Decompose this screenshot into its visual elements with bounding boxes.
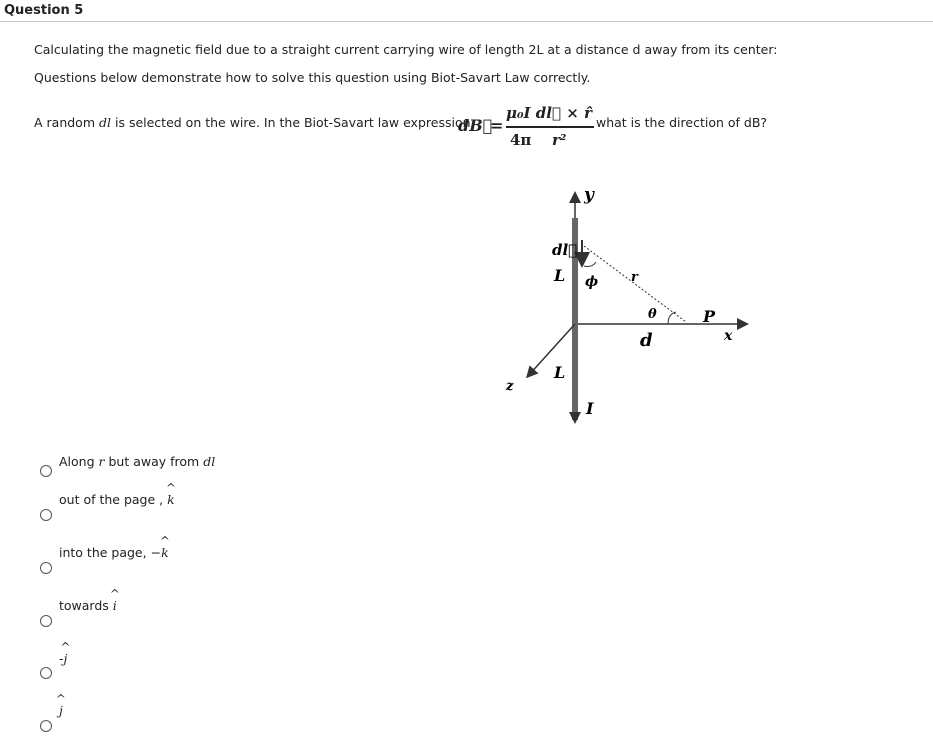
biot-savart-formula bbox=[456, 104, 596, 154]
option-2-text: out of the page , bbox=[59, 492, 164, 507]
radio-option-6[interactable] bbox=[40, 720, 52, 732]
option-1-text: Along bbox=[59, 454, 95, 469]
formula-denominator-right: r² bbox=[552, 131, 567, 149]
option-5-j-hat: ^ j bbox=[60, 640, 71, 666]
phi-arc bbox=[584, 262, 596, 267]
option-2-k-hat: ^ k bbox=[165, 481, 176, 507]
option-3-k-hat: ^ k bbox=[159, 534, 170, 560]
question-title: Question 5 bbox=[4, 3, 84, 18]
radio-option-3[interactable] bbox=[40, 562, 52, 574]
L-top-label: L bbox=[554, 266, 566, 285]
formula-denominator-left: 4π bbox=[510, 131, 532, 149]
prompt-after: what is the direction of dB? bbox=[596, 115, 768, 130]
prompt-dl: dl bbox=[99, 115, 111, 130]
option-2-label bbox=[59, 481, 176, 507]
r-label: r bbox=[631, 270, 638, 285]
option-4-label bbox=[59, 587, 120, 613]
question-prompt bbox=[34, 115, 471, 130]
z-label: z bbox=[506, 379, 514, 394]
option-along-r[interactable] bbox=[40, 452, 440, 492]
current-arrow bbox=[569, 412, 581, 424]
option-5-label bbox=[59, 640, 71, 666]
question-intro: Calculating the magnetic field due to a straight current carrying wire of length 2L at a distance d away from its center: bbox=[34, 42, 778, 57]
option-3-text: into the page, bbox=[59, 545, 147, 560]
radio-option-5[interactable] bbox=[40, 667, 52, 679]
radio-option-4[interactable] bbox=[40, 615, 52, 627]
option-6-label bbox=[55, 692, 66, 718]
prompt-mid: is selected on the wire. In the Biot-Savart law expression bbox=[114, 115, 471, 130]
option-1-label bbox=[59, 454, 215, 469]
dl-label: dl⃗ bbox=[552, 241, 578, 259]
formula-lhs: dB⃗ bbox=[458, 116, 493, 135]
option-5-sign: - bbox=[59, 651, 64, 666]
option-out-of-page[interactable] bbox=[40, 481, 440, 530]
option-6-j-hat: ^ j bbox=[55, 692, 66, 718]
radio-option-1[interactable] bbox=[40, 465, 52, 477]
option-1-text2: but away from bbox=[108, 454, 200, 469]
current-label: I bbox=[586, 399, 594, 418]
phi-label: ϕ bbox=[585, 274, 599, 290]
option-j[interactable] bbox=[40, 692, 440, 740]
option-1-math-dl: dl bbox=[203, 454, 216, 469]
option-into-page[interactable] bbox=[40, 534, 440, 583]
formula-numerator: μ₀I dl⃗ × r̂ bbox=[506, 104, 592, 122]
x-label: x bbox=[724, 328, 733, 344]
formula-fraction-bar bbox=[506, 126, 594, 128]
option-4-text: towards bbox=[59, 598, 109, 613]
prompt-before: A random bbox=[34, 115, 96, 130]
y-label: y bbox=[584, 185, 594, 205]
option-3-label bbox=[59, 534, 170, 560]
theta-label: θ bbox=[648, 307, 657, 322]
d-label: d bbox=[640, 330, 653, 351]
z-axis bbox=[528, 324, 575, 376]
formula-equals: = bbox=[490, 116, 504, 135]
option-4-i-hat: ^ i bbox=[109, 587, 120, 613]
option-minus-j[interactable] bbox=[40, 640, 440, 688]
option-towards-i[interactable] bbox=[40, 587, 440, 636]
P-label: P bbox=[703, 307, 716, 326]
option-1-math-r: r bbox=[98, 454, 105, 469]
title-divider bbox=[0, 21, 933, 22]
radio-option-2[interactable] bbox=[40, 509, 52, 521]
option-3-sign: − bbox=[150, 545, 162, 560]
L-bottom-label: L bbox=[554, 363, 566, 382]
wire-diagram bbox=[496, 180, 766, 430]
question-subintro: Questions below demonstrate how to solve this question using Biot-Savart Law correctly. bbox=[34, 70, 591, 85]
